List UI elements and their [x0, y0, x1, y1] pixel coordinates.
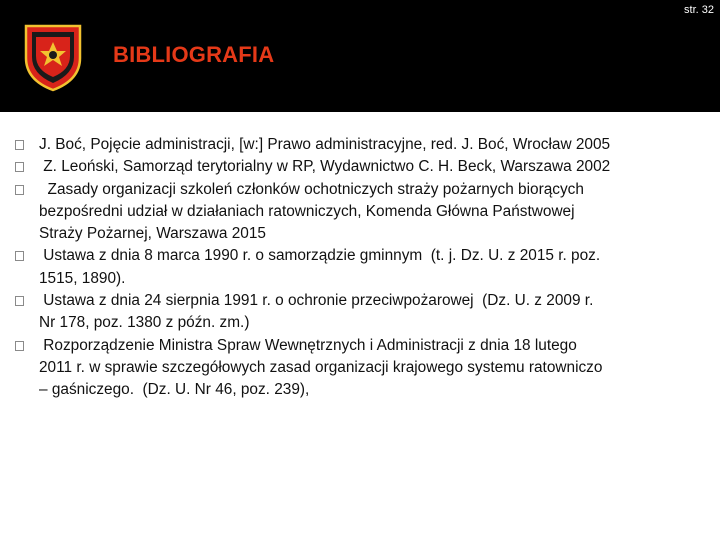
- fire-brigade-badge-icon: [18, 22, 88, 92]
- bibliography-entry-line: Rozporządzenie Ministra Spraw Wewnętrznych i Administracji z dnia 18 lutego: [39, 336, 577, 354]
- bibliography-entry-line: Straży Pożarnej, Warszawa 2015: [39, 225, 266, 243]
- slide-header: [0, 0, 720, 112]
- bibliography-entry-line: Zasady organizacji szkoleń członków ochotniczych straży pożarnych biorących: [39, 180, 584, 198]
- bibliography-entry-line: Nr 178, poz. 1380 z późn. zm.): [39, 314, 250, 332]
- bibliography-entry-line: – gaśniczego. (Dz. U. Nr 46, poz. 239),: [39, 381, 310, 399]
- bullet-box-icon: [15, 140, 24, 150]
- bullet-box-icon: [15, 185, 24, 195]
- bibliography-entry-line: 2011 r. w sprawie szczegółowych zasad organizacji krajowego systemu ratowniczo: [39, 358, 603, 376]
- bibliography-entry-line: Ustawa z dnia 8 marca 1990 r. o samorządzie gminnym (t. j. Dz. U. z 2015 r. poz.: [39, 247, 601, 265]
- bullet-box-icon: [15, 162, 24, 172]
- bullet-box-icon: [15, 296, 24, 306]
- bibliography-entry: [15, 290, 715, 335]
- bibliography-entry-line: Ustawa z dnia 24 sierpnia 1991 r. o ochronie przeciwpożarowej (Dz. U. z 2009 r.: [39, 292, 594, 310]
- bullet-box-icon: [15, 251, 24, 261]
- bibliography-entry-line: bezpośredni udział w działaniach ratowniczych, Komenda Główna Państwowej: [39, 202, 575, 220]
- bibliography-entry: [15, 245, 715, 290]
- bibliography-entry: [15, 134, 715, 156]
- content-area: [0, 112, 720, 540]
- bibliography-entry: [15, 156, 715, 178]
- page-title: BIBLIOGRAFIA: [113, 42, 275, 67]
- bibliography-entry-line: J. Boć, Pojęcie administracji, [w:] Prawo administracyjne, red. J. Boć, Wrocław 2005: [39, 136, 611, 153]
- bullet-box-icon: [15, 341, 24, 351]
- bibliography-entry: [15, 335, 715, 402]
- bibliography-list: [15, 134, 715, 402]
- bibliography-entry: [15, 179, 715, 246]
- page-number: str. 32: [684, 4, 714, 16]
- bibliography-entry-line: Z. Leoński, Samorząd terytorialny w RP, Wydawnictwo C. H. Beck, Warszawa 2002: [39, 158, 611, 176]
- bibliography-entry-line: 1515, 1890).: [39, 269, 126, 287]
